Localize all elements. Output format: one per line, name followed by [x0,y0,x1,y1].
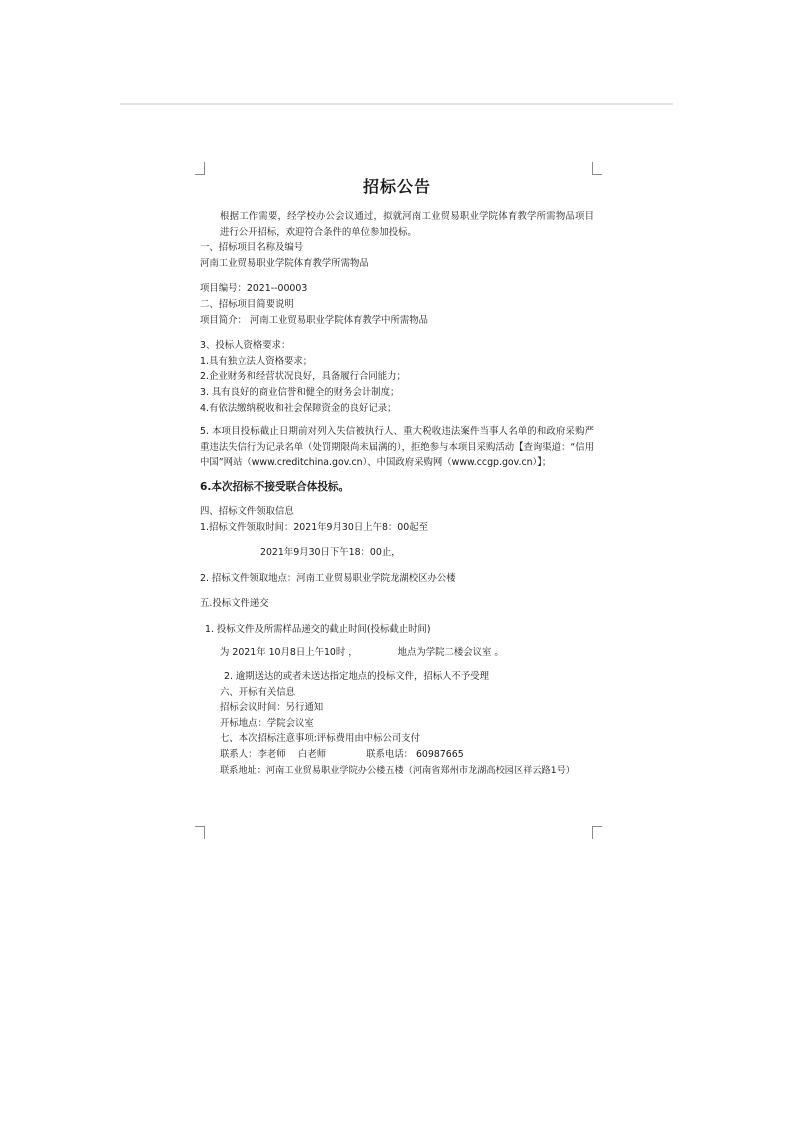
requirement-1: 1.具有独立法人资格要求； [200,355,313,367]
submit-deadline: 1. 投标文件及所需样品递交的截止时间(投标截止时间) [205,623,431,635]
pickup-time-end: 2021年9月30日下午18：00止， [260,547,401,559]
crop-mark-top-right [592,162,602,175]
section-2-heading: 二、招标项目简要说明 [200,298,294,310]
pickup-place: 2. 招标文件领取地点：河南工业贸易职业学院龙湖校区办公楼 [200,572,456,584]
requirement-5: 5. 本项目投标截止日期前对列入失信被执行人、重大税收违法案件当事人名单的和政府采购严重违法失信行为记录名单（处罚期限尚未届满的），拒绝参与本项目采购活动【查询渠道：“信用中国”网站（www.creditchina.gov.cn）、中国政府采购网（www.ccgp.gov.cn）】； [200,426,594,469]
requirement-3: 3. 具有良好的商业信誉和健全的财务会计制度； [200,386,400,398]
contact-line [200,747,594,763]
tender-notice-document [200,176,594,778]
section-7-line: 七、本次招标注意事项:评标费用由中标公司支付 [220,733,421,745]
contact-address: 联系地址：河南工业贸易职业学院办公楼五楼（河南省郑州市龙湖高校园区祥云路1号） [220,764,575,776]
meeting-time: 招标会议时间：另行通知 [220,702,324,714]
requirement-4: 4.有依法缴纳税收和社会保障资金的良好记录； [200,402,397,414]
section-4-heading: 四、招标文件领取信息 [200,505,294,517]
requirement-2: 2.企业财务和经营状况良好，具备履行合同能力； [200,371,406,383]
submit-time: 为 2021年 10月8日上午10时 ， [220,647,358,659]
crop-mark-bottom-right [592,826,602,839]
section-6-heading: 六、开标有关信息 [220,686,296,698]
contact-phone: 联系电话： 60987665 [366,749,464,761]
intro-paragraph: 根据工作需要，经学校办公会议通过，拟就河南工业贸易职业学院体育教学所需物品项目进行公开招标，欢迎符合条件的单位参加投标。 [220,211,594,238]
submit-time-place [200,645,594,661]
contact-people: 联系人：李老师 白老师 [220,749,327,761]
section-1-heading: 一、招标项目名称及编号 [200,242,304,254]
page-top-divider [120,103,673,105]
section-3-heading: 3、投标人资格要求： [200,340,291,352]
opening-place: 开标地点：学院会议室 [220,717,314,729]
document-title: 招标公告 [362,177,431,196]
crop-mark-top-left [195,162,205,175]
requirement-6: 6.本次招标不接受联合体投标。 [200,480,350,493]
section-5-heading: 五.投标文件递交 [200,598,269,610]
pickup-time-start: 1.招标文件领取时间：2021年9月30日上午8：00起至 [200,521,428,533]
submit-place: 地点为学院二楼会议室 。 [397,647,504,659]
crop-mark-bottom-left [195,826,205,839]
project-name: 河南工业贸易职业学院体育教学所需物品 [200,257,369,269]
late-rule: 2. 逾期送达的或者未送达指定地点的投标文件，招标人不予受理 [224,671,490,683]
project-number: 项目编号：2021--00003 [200,283,308,295]
project-summary: 项目简介： 河南工业贸易职业学院体育教学中所需物品 [200,314,428,326]
